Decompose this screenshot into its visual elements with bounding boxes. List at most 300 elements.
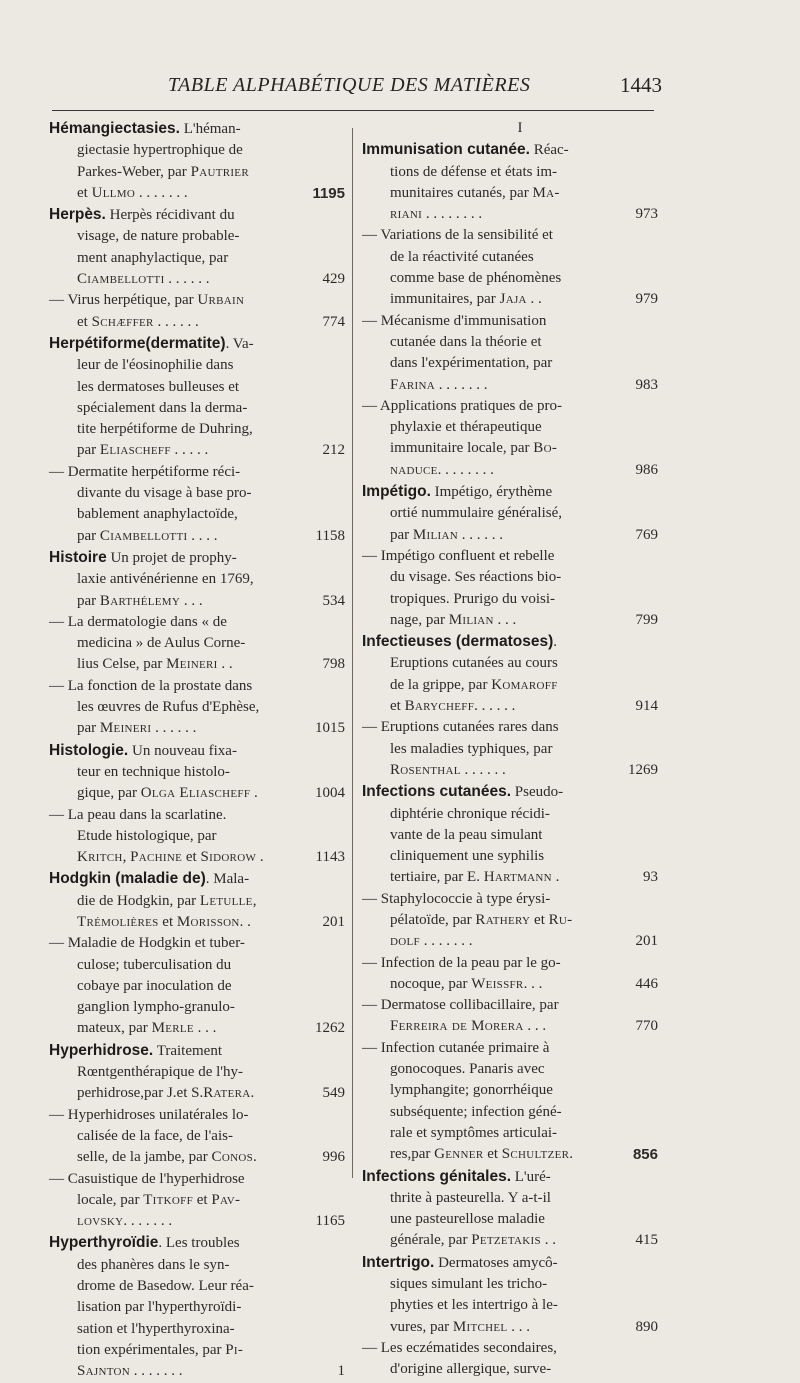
entry-text: par [390, 526, 413, 543]
author-name: dolf [390, 933, 420, 950]
entry-line [362, 696, 658, 717]
entry-line [362, 225, 658, 246]
left-column [49, 118, 345, 1383]
header-rule [52, 110, 654, 111]
leader-dots: . . . [193, 1020, 217, 1037]
entry-text: calisée de la face, de l'ais- [77, 1127, 233, 1144]
page-reference: 983 [635, 376, 658, 393]
entry-text: die de Hodgkin, par [77, 892, 200, 909]
entry-line [362, 503, 658, 524]
leader-dots: . . . . . . . [419, 933, 473, 950]
entry-line [49, 526, 345, 547]
entry-line [49, 1297, 345, 1318]
entry-text: teur en technique histolo- [77, 763, 230, 780]
page-reference: 996 [322, 1149, 345, 1166]
entry-text: et [530, 911, 549, 928]
entry-line [49, 312, 345, 333]
page-reference: 914 [635, 698, 658, 715]
author-name: Pautrier [190, 163, 249, 180]
entry-line [49, 612, 345, 633]
entry-line [362, 804, 658, 825]
leader-dots: . . . [180, 592, 203, 609]
entry-text: et [390, 698, 405, 715]
author-name: Milian [412, 526, 458, 543]
entry-text: . [253, 1149, 257, 1166]
entry-line [362, 1338, 658, 1359]
entry-text: — La peau dans la scarlatine. [49, 806, 227, 823]
entry-text: res,par [390, 1146, 435, 1163]
entry-text: — Maladie de Hodgkin et tuber- [49, 935, 245, 952]
entry-line [49, 398, 345, 419]
entry-text: par [77, 592, 100, 609]
leader-dots: . . [239, 913, 251, 930]
entry-line [49, 377, 345, 398]
entry-line [362, 846, 658, 867]
right-column-entries [362, 139, 658, 1380]
entry-text: dans l'expérimentation, par [390, 355, 553, 372]
entry-line [362, 739, 658, 760]
index-entry [49, 1040, 345, 1233]
entry-text: . [523, 975, 528, 992]
author-name: Ma- [532, 184, 560, 201]
entry-text: les œuvres de Rufus d'Ephèse, [77, 699, 260, 716]
entry-text: . [250, 1085, 255, 1102]
author-name: Conos [211, 1149, 253, 1166]
entry-line [362, 1144, 658, 1165]
entry-line [49, 504, 345, 525]
entry-text: — Infection cutanée primaire à [362, 1039, 550, 1056]
author-name: Farina [390, 376, 435, 393]
leader-dots: . . [527, 975, 543, 992]
author-name: Trémolières [77, 913, 159, 930]
page-reference: 415 [635, 1232, 658, 1249]
entry-text: medicina » de Aulus Corne- [77, 635, 246, 652]
leader-dots: . [250, 785, 258, 802]
author-name: Pi- [225, 1341, 244, 1358]
page-reference: 856 [632, 1146, 658, 1164]
entry-line [49, 1062, 345, 1083]
entry-line [49, 269, 345, 290]
entry-line [49, 440, 345, 461]
entry-text: les dermatoses bulleuses et [77, 378, 240, 395]
entry-line [362, 825, 658, 846]
entry-text: immunitaires, par [390, 291, 500, 308]
entry-line [49, 162, 345, 183]
entry-text: par [77, 442, 100, 459]
entry-text: générale, par [390, 1232, 472, 1249]
entry-text: . Les troubles [158, 1235, 240, 1252]
entry-text: ortié nummulaire généralisé, [390, 505, 563, 522]
index-entry [49, 333, 345, 547]
entry-text: et [158, 913, 177, 930]
entry-line [49, 204, 345, 226]
headword: Herpétiforme [49, 334, 146, 352]
section-letter: I [517, 120, 523, 136]
leader-dots: . . . . . . [151, 720, 197, 737]
entry-line [362, 867, 658, 888]
entry-line [49, 955, 345, 976]
author-name: lovsky [77, 1213, 124, 1230]
leader-dots: . . . . . . [474, 698, 516, 715]
index-entry [362, 781, 658, 1165]
author-name: Ferreira de Morera [390, 1018, 524, 1035]
entry-line [362, 717, 658, 738]
entry-text: tite herpétiforme de Duhring, [77, 421, 253, 438]
entry-text: spécialement dans la derma- [77, 399, 248, 416]
entry-text: Rœntgenthérapique de l'hy- [77, 1064, 243, 1081]
page-reference: 979 [635, 291, 658, 308]
entry-text: et [77, 313, 92, 330]
entry-line [362, 481, 658, 503]
entry-text: et [77, 184, 92, 201]
author-name: Morisson [176, 913, 240, 930]
author-name: Meineri [166, 656, 218, 673]
entry-line [362, 332, 658, 353]
entry-text: vures, par [390, 1318, 453, 1335]
leader-dots: . . . . . . . [130, 1363, 183, 1380]
entry-line [362, 1274, 658, 1295]
leader-dots: . . . . [187, 527, 218, 544]
entry-text: du visage. Ses réactions bio- [390, 569, 562, 586]
entry-line [49, 1169, 345, 1190]
entry-text: visage, de nature probable- [77, 228, 240, 245]
entry-line [49, 569, 345, 590]
entry-line [49, 868, 345, 890]
author-name: Sajnton [77, 1363, 131, 1380]
entry-line [362, 589, 658, 610]
entry-text: bablement anaphylactoïde, [77, 506, 238, 523]
page-reference: 201 [635, 933, 658, 950]
entry-line [49, 355, 345, 376]
entry-line [49, 697, 345, 718]
entry-text: des phanères dans le syn- [77, 1256, 230, 1273]
author-name: Kritch [77, 849, 123, 866]
entry-line [49, 826, 345, 847]
entry-line [362, 995, 658, 1016]
entry-line [49, 762, 345, 783]
leader-dots: . . . . . . [164, 271, 210, 288]
entry-text: , [252, 892, 257, 909]
page-reference: 769 [635, 526, 658, 543]
entry-line [362, 675, 658, 696]
entry-text: leur de l'éosinophilie dans [77, 357, 234, 374]
page-reference: 429 [322, 271, 345, 288]
entry-line [49, 1211, 345, 1232]
entry-text: — La dermatologie dans « de [49, 613, 227, 630]
entry-text: locale, par [77, 1191, 144, 1208]
entry-text: comme base de phénomènes [390, 270, 562, 287]
entry-line [49, 718, 345, 739]
entry-text: siques simulant les tricho- [390, 1276, 548, 1293]
entry-line [49, 419, 345, 440]
entry-line [362, 567, 658, 588]
entry-text: cutanée dans la théorie et [390, 333, 542, 350]
entry-line [49, 1126, 345, 1147]
entry-line [49, 1147, 345, 1168]
headword: Infections génitales. [362, 1167, 512, 1185]
entry-line [49, 1040, 345, 1062]
entry-text: — Les eczématides secondaires, [362, 1339, 557, 1356]
entry-text: et [182, 849, 201, 866]
entry-text: L'héman- [179, 121, 241, 137]
entry-text: . [123, 1213, 128, 1230]
entry-text: pélatoïde, par [390, 911, 476, 928]
entry-text: Pseudo- [511, 784, 564, 801]
author-name: Genner [434, 1146, 484, 1163]
entry-line [362, 353, 658, 374]
entry-line [49, 847, 345, 868]
entry-line [49, 333, 345, 355]
entry-text: . [569, 1146, 574, 1163]
page-reference: 549 [322, 1085, 345, 1102]
entry-line [362, 974, 658, 995]
entry-text: Un nouveau fixa- [128, 742, 237, 759]
entry-line [362, 204, 658, 225]
leader-dots: . . . . . [170, 442, 209, 459]
page-reference: 1015 [315, 720, 345, 737]
entry-line [362, 1317, 658, 1338]
entry-text: giectasie hypertrophique de [77, 142, 243, 159]
entry-text: . Va- [225, 335, 254, 352]
entry-line [362, 1016, 658, 1037]
entry-text: tion expérimentales, par [77, 1341, 226, 1358]
entry-line [362, 953, 658, 974]
page-reference: 973 [635, 206, 658, 223]
entry-text: gique, par [77, 785, 141, 802]
entry-text: lius Celse, par [77, 656, 167, 673]
entry-text: et [193, 1191, 212, 1208]
page-reference: 1165 [315, 1213, 345, 1230]
author-name: Jaja [499, 291, 527, 308]
entry-line [49, 1319, 345, 1340]
leader-dots: . . [540, 1232, 556, 1249]
author-name: Hartmann [483, 869, 552, 886]
entry-line [49, 1190, 345, 1211]
page-reference: 1 [337, 1363, 345, 1380]
entry-line [362, 375, 658, 396]
entry-text: cliniquement une syphilis [390, 848, 545, 865]
author-name: Bo- [533, 440, 558, 457]
page-reference: 1004 [315, 785, 345, 802]
entry-line [49, 462, 345, 483]
entry-line [362, 247, 658, 268]
author-name: Weissfr [471, 975, 524, 992]
entry-text: — Variations de la sensibilité et [362, 227, 553, 244]
entry-text: — Dermatose collibacillaire, par [362, 997, 559, 1014]
author-name: Mitchel [452, 1318, 508, 1335]
page-reference: 93 [643, 869, 658, 886]
entry-line [362, 1209, 658, 1230]
entry-text: de la grippe, par [390, 676, 492, 693]
entry-line [362, 139, 658, 161]
entry-line [362, 610, 658, 631]
entry-text: . [553, 634, 557, 651]
entry-text: — Casuistique de l'hyperhidrose [49, 1170, 245, 1187]
entry-line [362, 760, 658, 781]
entry-line [362, 1188, 658, 1209]
entry-line [49, 676, 345, 697]
author-name: Eliascheff [99, 442, 171, 459]
entry-line [49, 783, 345, 804]
entry-text: , [122, 849, 131, 866]
entry-text: par [77, 720, 100, 737]
author-name: Letulle [199, 892, 253, 909]
author-name: Ciambellotti [99, 527, 188, 544]
author-name: Meineri [99, 720, 152, 737]
entry-line [49, 891, 345, 912]
entry-text: . Mala- [205, 871, 250, 888]
author-name: Rathery [475, 911, 531, 928]
leader-dots: . . . . . . . [434, 376, 488, 393]
author-name: Schæffer [91, 313, 154, 330]
entry-text: de la réactivité cutanées [390, 248, 534, 265]
leader-dots: . [551, 869, 560, 886]
entry-text: Parkes-Weber, par [77, 163, 191, 180]
entry-text: munitaires cutanés, par [390, 184, 533, 201]
entry-text: drome de Basedow. Leur réa- [77, 1278, 254, 1295]
entry-text: — Eruptions cutanées rares dans [362, 719, 559, 736]
index-entry [362, 1166, 658, 1252]
entry-text: L'uré- [511, 1168, 551, 1185]
entry-line [49, 248, 345, 269]
author-name: Milian [448, 611, 494, 628]
entry-line [362, 183, 658, 204]
entry-text: thrite à pasteurella. Y a-t-il [390, 1189, 551, 1206]
page-reference: 1143 [315, 849, 345, 866]
page-reference: 799 [635, 611, 658, 628]
entry-line [362, 653, 658, 674]
entry-text: d'origine allergique, surve- [390, 1361, 552, 1378]
page-reference: 1269 [628, 761, 658, 778]
leader-dots: . . . . . . [460, 761, 506, 778]
entry-text: rale et symptômes articulai- [390, 1124, 558, 1141]
entry-line [362, 268, 658, 289]
entry-line [49, 1255, 345, 1276]
entry-text: Herpès récidivant du [105, 207, 235, 224]
entry-line [362, 162, 658, 183]
entry-text: lisation par l'hyperthyroïdi- [77, 1299, 242, 1316]
index-entry [362, 139, 658, 481]
leader-dots: . . . . . . [127, 1213, 173, 1230]
headword: Histologie. [49, 741, 129, 759]
right-column [362, 118, 658, 1381]
entry-text: les maladies typhiques, par [390, 740, 553, 757]
index-entry [362, 1252, 658, 1381]
page-reference: 446 [635, 975, 658, 992]
entry-line [362, 1059, 658, 1080]
entry-line [49, 1105, 345, 1126]
author-name: Pachine [130, 849, 183, 866]
entry-line [362, 1252, 658, 1274]
entry-line [362, 417, 658, 438]
author-name: Sidorow [200, 849, 257, 866]
entry-line [49, 483, 345, 504]
index-entry [362, 631, 658, 781]
author-name: Ru- [548, 911, 573, 928]
entry-text: lymphangite; gonorrhéique [390, 1082, 553, 1099]
entry-line [362, 1230, 658, 1251]
entry-line [362, 525, 658, 546]
entry-text: ment anaphylactique, par [77, 249, 229, 266]
entry-line [49, 912, 345, 933]
entry-line [362, 1080, 658, 1101]
headword-qualifier: (dermatite) [145, 334, 226, 352]
entry-line [362, 311, 658, 332]
entry-text: gonocoques. Panaris avec [390, 1061, 545, 1078]
entry-text: subséquente; infection géné- [390, 1103, 562, 1120]
author-name: Urbain [197, 292, 245, 309]
page-reference: 890 [635, 1318, 658, 1335]
entry-text: — Hyperhidroses unilatérales lo- [49, 1106, 249, 1123]
entry-text: Réac- [529, 142, 569, 159]
entry-line [49, 1083, 345, 1104]
headword: Hodgkin (maladie de) [49, 870, 206, 888]
leader-dots: . . . [523, 1018, 547, 1035]
headword: Histoire [49, 548, 107, 566]
entry-text: — La fonction de la prostate dans [49, 677, 253, 694]
index-entry [49, 547, 345, 740]
headword: Impétigo. [362, 483, 431, 501]
entry-text: nage, par [390, 611, 449, 628]
headword: Intertrigo. [362, 1253, 435, 1271]
entry-line [49, 1018, 345, 1039]
page-reference: 986 [635, 461, 658, 478]
entry-line [362, 631, 658, 653]
entry-text: ganglion lympho-granulo- [77, 999, 235, 1016]
author-name: Barthélemy [99, 592, 181, 609]
entry-text: — Virus herpétique, par [49, 292, 198, 309]
entry-text: phylaxie et thérapeutique [390, 419, 542, 436]
author-name: Olga Eliascheff [140, 785, 251, 802]
entry-line [49, 226, 345, 247]
leader-dots: . . . . . . . . [422, 206, 483, 223]
entry-text: vante de la peau simulant [390, 826, 543, 843]
entry-line [362, 1038, 658, 1059]
entry-text: laxie antivénérienne en 1769, [77, 571, 254, 588]
entry-line [362, 546, 658, 567]
page-reference: 212 [322, 442, 345, 459]
entry-line [49, 805, 345, 826]
entry-line [362, 931, 658, 952]
entry-line [49, 118, 345, 140]
page-number: 1443 [620, 73, 662, 97]
headword: Infections cutanées. [362, 783, 512, 801]
author-name: riani [390, 206, 423, 223]
entry-text: sation et l'hyperthyroxina- [77, 1320, 235, 1337]
entry-text: — Dermatite herpétiforme réci- [49, 463, 241, 480]
index-entry [49, 740, 345, 869]
entry-line [362, 1295, 658, 1316]
leader-dots: . . . [507, 1318, 530, 1335]
headword: Herpès. [49, 206, 106, 224]
page-reference: 1158 [315, 527, 345, 544]
leader-dots: . . . . . . . [135, 184, 188, 201]
entry-line [362, 396, 658, 417]
entry-line [49, 591, 345, 612]
entry-line [362, 781, 658, 803]
index-entry [49, 204, 345, 333]
entry-line [49, 1276, 345, 1297]
headword: Hyperhidrose. [49, 1041, 154, 1059]
entry-line [49, 933, 345, 954]
entry-line [49, 976, 345, 997]
entry-line [49, 290, 345, 311]
entry-text: — Applications pratiques de pro- [362, 397, 562, 414]
entry-text: et [483, 1146, 502, 1163]
column-divider [352, 128, 353, 1178]
entry-text: tertiaire, par E. [390, 869, 484, 886]
entry-text: diphtérie chronique récidi- [390, 805, 550, 822]
